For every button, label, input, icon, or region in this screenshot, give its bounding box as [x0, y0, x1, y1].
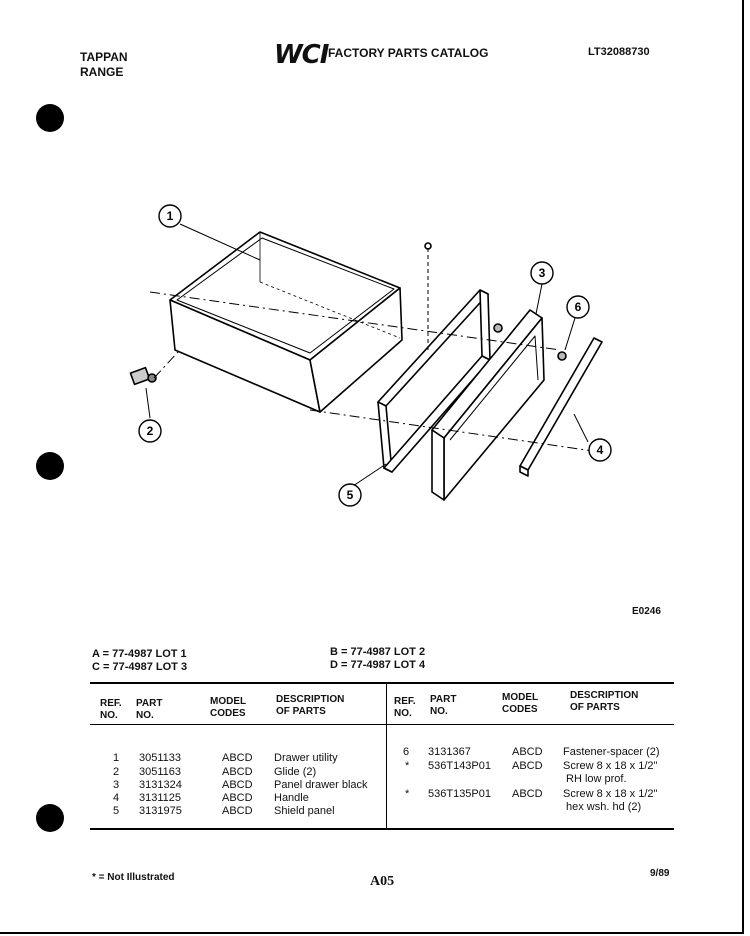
- header-text: NO.: [136, 710, 154, 721]
- callout-label: 2: [146, 424, 154, 438]
- lot-legend-right: [330, 646, 425, 672]
- model-codes: ABCD: [512, 788, 543, 800]
- screw-drawing: [425, 243, 431, 350]
- callout-4: [589, 439, 611, 461]
- product-type: RANGE: [80, 65, 124, 79]
- header-text: REF.: [394, 696, 416, 707]
- ref-no: *: [405, 788, 410, 800]
- table-top-rule: [90, 682, 674, 684]
- callout-1: [159, 205, 181, 227]
- header-text: CODES: [210, 708, 246, 719]
- part-description: Glide (2): [274, 766, 317, 778]
- header-text: MODEL: [210, 696, 247, 707]
- ref-no: 2: [113, 766, 120, 778]
- glide-drawing: [130, 368, 156, 385]
- table-center-divider: [386, 684, 387, 828]
- catalog-number: LT32088730: [588, 46, 650, 58]
- part-description: Screw 8 x 18 x 1/2": [563, 760, 658, 772]
- part-no: 3051163: [139, 766, 182, 778]
- part-no: 536T135P01: [428, 788, 491, 800]
- header-model-codes: [210, 696, 246, 720]
- header-text: CODES: [502, 704, 538, 715]
- header-text: OF PARTS: [570, 702, 620, 713]
- exploded-parts-diagram: [110, 190, 640, 520]
- binder-hole-bottom: [36, 804, 64, 832]
- callout-label: 6: [574, 300, 582, 314]
- model-codes: ABCD: [222, 805, 253, 817]
- callout-label: 4: [596, 443, 604, 457]
- header-text: NO.: [394, 708, 412, 719]
- model-codes: ABCD: [222, 752, 253, 764]
- header-text: DESCRIPTION: [276, 694, 345, 705]
- header-text: PART: [136, 698, 163, 709]
- lot-d: D = 77-4987 LOT 4: [330, 659, 426, 671]
- part-no: 3051133: [139, 752, 182, 764]
- lot-b: B = 77-4987 LOT 2: [330, 646, 426, 658]
- part-no: 3131975: [139, 805, 182, 817]
- not-illustrated-note: * = Not Illustrated: [92, 872, 175, 883]
- binder-hole-middle: [36, 452, 64, 480]
- diagram-code: E0246: [632, 606, 661, 617]
- ref-no: 4: [113, 792, 120, 804]
- callout-6: [567, 296, 589, 318]
- header-part-no-right: [430, 694, 456, 718]
- part-description: Drawer utility: [274, 752, 338, 764]
- drawer-utility-drawing: [170, 232, 402, 412]
- header-text: MODEL: [502, 692, 539, 703]
- header-description-right: [570, 690, 638, 714]
- part-description: Screw 8 x 18 x 1/2": [563, 788, 658, 800]
- header-ref-no-right: [394, 696, 416, 720]
- part-no: 536T143P01: [428, 760, 491, 772]
- lot-c: C = 77-4987 LOT 3: [92, 661, 188, 673]
- model-codes: ABCD: [512, 746, 543, 758]
- callout-2: [139, 420, 161, 442]
- header-text: PART: [430, 694, 457, 705]
- callout-label: 3: [538, 266, 546, 280]
- part-description-continued: RH low prof.: [566, 773, 627, 785]
- ref-no: 1: [113, 752, 120, 764]
- header-text: REF.: [100, 698, 122, 709]
- brand-name: TAPPAN: [80, 50, 128, 64]
- model-codes: ABCD: [222, 766, 253, 778]
- ref-no: 5: [113, 805, 120, 817]
- header-ref-no: [100, 698, 122, 722]
- lot-legend-left: [92, 648, 187, 674]
- brand-label: [80, 50, 128, 80]
- callout-5: [339, 484, 361, 506]
- part-description: Panel drawer black: [274, 779, 368, 791]
- page-code: A05: [370, 874, 395, 889]
- ref-no: *: [405, 760, 410, 772]
- header-text: OF PARTS: [276, 706, 326, 717]
- callout-label: 1: [166, 209, 174, 223]
- table-header-rule: [90, 724, 674, 725]
- header-text: NO.: [100, 710, 118, 721]
- table-bottom-rule: [90, 828, 674, 830]
- ref-no: 6: [403, 746, 410, 758]
- model-codes: ABCD: [512, 760, 543, 772]
- model-codes: ABCD: [222, 792, 253, 804]
- part-no: 3131125: [139, 792, 182, 804]
- part-description: Shield panel: [274, 805, 335, 817]
- header-text: NO.: [430, 706, 448, 717]
- callout-3: [531, 262, 553, 284]
- header-description: [276, 694, 344, 718]
- part-no: 3131324: [139, 779, 182, 791]
- revision-date: 9/89: [650, 868, 670, 879]
- part-description: Fastener-spacer (2): [563, 746, 660, 758]
- catalog-title: FACTORY PARTS CATALOG: [328, 46, 489, 60]
- part-description: Handle: [274, 792, 309, 804]
- callout-label: 5: [346, 488, 354, 502]
- ref-no: 3: [113, 779, 120, 791]
- part-no: 3131367: [428, 746, 471, 758]
- header-text: DESCRIPTION: [570, 690, 639, 701]
- part-description-continued: hex wsh. hd (2): [566, 801, 642, 813]
- header-model-codes-right: [502, 692, 538, 716]
- wci-logo: WCI: [274, 40, 329, 70]
- lot-a: A = 77-4987 LOT 1: [92, 648, 187, 660]
- binder-hole-top: [36, 104, 64, 132]
- header-part-no: [136, 698, 162, 722]
- model-codes: ABCD: [222, 779, 253, 791]
